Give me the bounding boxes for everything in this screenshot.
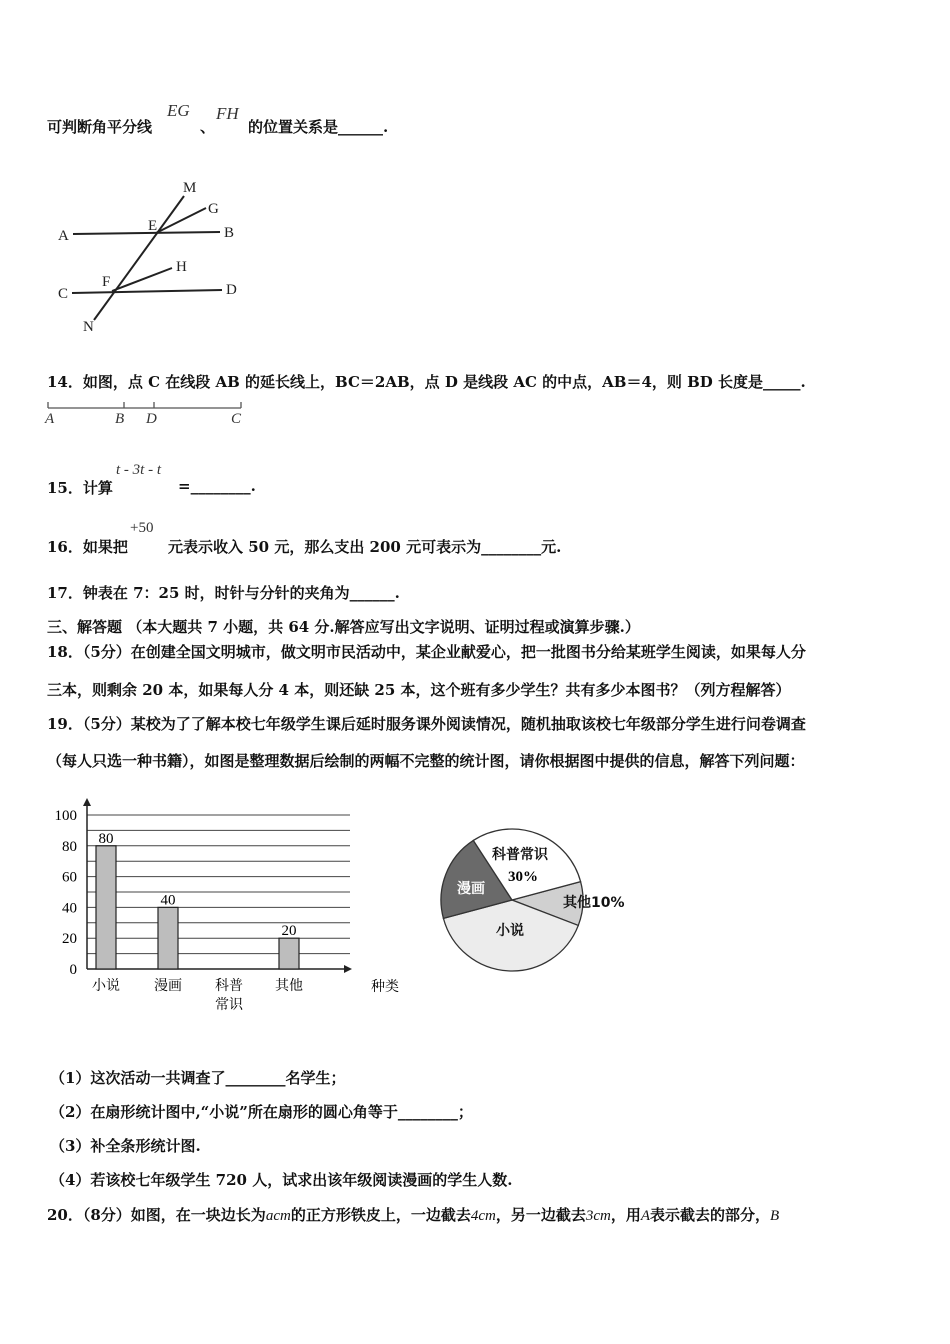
q13-suffix: 的位置关系是______. — [248, 118, 389, 136]
x-tick-label: 常识 — [215, 997, 243, 1013]
q13-prefix: 可判断角平分线 — [47, 118, 153, 136]
q19-line1: 19．（5分）某校为了了解本校七年级学生课后延时服务课外阅读情况，随机抽取该校七年级部分学生进行问卷调查 — [47, 715, 806, 733]
y-tick-label: 20 — [62, 931, 77, 948]
q20-B: B — [770, 1208, 780, 1224]
y-tick-label: 60 — [62, 869, 77, 886]
q15-prefix: 15．计算 — [47, 479, 113, 497]
data-label: 20 — [281, 923, 297, 940]
label-G: G — [208, 201, 219, 217]
q19-sub2: （2）在扇形统计图中,“小说”所在扇形的圆心角等于________； — [50, 1103, 473, 1121]
seg-label-D: D — [146, 411, 157, 427]
data-label: 80 — [98, 830, 114, 847]
pie-label: 漫画 — [457, 881, 485, 897]
section3-heading: 三、解答题 （本大题共 7 小题，共 64 分.解答应写出文字说明、证明过程或演算步骤.） — [47, 618, 640, 636]
pie-label: 其他10% — [563, 895, 625, 911]
q13-fh: FH — [216, 104, 239, 123]
pie-label: 小说 — [496, 923, 524, 939]
x-axis-arrow-icon — [344, 965, 352, 973]
label-A: A — [58, 228, 69, 244]
y-tick-label: 40 — [62, 900, 77, 917]
q13-sep: 、 — [200, 118, 216, 136]
bar-小说 — [96, 846, 116, 969]
q20-c3: 3cm — [585, 1208, 611, 1224]
label-N: N — [83, 319, 94, 335]
q20-text — [47, 1204, 779, 1225]
q20-t5: 表示截去的部分， — [650, 1206, 771, 1224]
q15-suffix: =________. — [178, 477, 256, 495]
q20-c4: 4cm — [470, 1208, 496, 1224]
y-axis-arrow-icon — [83, 798, 91, 806]
q18-line1: 18．（5分）在创建全国文明城市，做文明市民活动中，某企业献爱心，把一批图书分给某班学生阅读，如果每人分 — [47, 643, 806, 661]
q13-eg: EG — [167, 101, 190, 120]
bar-其他 — [279, 938, 299, 969]
q18-line2: 三本，则剩余 20 本，如果每人分 4 本，则还缺 25 本，这个班有多少学生？共有多少本图书？（列方程解答） — [47, 681, 791, 699]
data-label: 40 — [160, 892, 176, 909]
q16-prefix: 16．如果把 — [47, 538, 128, 556]
q16-expr: +50 — [130, 520, 154, 536]
x-axis-label: 种类 — [371, 979, 399, 995]
y-tick-label: 80 — [62, 838, 77, 855]
pie-chart — [441, 829, 625, 971]
q20-A: A — [640, 1208, 651, 1224]
y-tick-label: 100 — [54, 808, 77, 824]
q20-t2: 的正方形铁皮上，一边截去 — [290, 1206, 471, 1224]
q19-line2: （每人只选一种书籍），如图是整理数据后绘制的两幅不完整的统计图，请你根据图中提供的信息，解答下列问题： — [47, 752, 805, 770]
q16-suffix: 元表示收入 50 元，那么支出 200 元可表示为________元. — [168, 538, 562, 556]
pie-sublabel: 30% — [508, 869, 538, 885]
q14-text: 14．如图，点 C 在线段 AB 的延长线上，BC＝2AB，点 D 是线段 AC 的中点，AB＝4，则 BD 长度是_____. — [47, 373, 806, 391]
seg-label-B: B — [115, 411, 125, 427]
q19-sub1: （1）这次活动一共调查了________名学生； — [50, 1069, 346, 1087]
y-tick-label: 0 — [69, 962, 77, 978]
bar-漫画 — [158, 907, 178, 969]
x-tick-label: 漫画 — [154, 978, 182, 994]
seg-label-C: C — [231, 411, 242, 427]
seg-label-A: A — [45, 411, 55, 427]
label-M: M — [183, 180, 197, 196]
label-D: D — [226, 282, 237, 298]
q20-a: acm — [265, 1208, 291, 1224]
x-tick-label: 小说 — [92, 978, 120, 994]
q20-t4: ，用 — [610, 1206, 641, 1224]
q19-sub3: （3）补全条形统计图. — [50, 1137, 201, 1155]
bar-chart — [55, 798, 400, 1013]
label-B: B — [224, 225, 235, 241]
q17-text: 17．钟表在 7：25 时，时针与分针的夹角为______. — [47, 584, 400, 602]
q19-sub4: （4）若该校七年级学生 720 人，试求出该年级阅读漫画的学生人数. — [50, 1171, 513, 1189]
x-tick-label: 科普 — [215, 978, 243, 994]
pie-label: 科普常识 — [492, 847, 548, 863]
q20-t1: 20．（8分）如图，在一块边长为 — [47, 1206, 266, 1224]
label-C: C — [58, 286, 69, 302]
label-H: H — [176, 259, 187, 275]
q20-t3: ，另一边截去 — [495, 1206, 586, 1224]
label-F: F — [102, 274, 111, 290]
label-E: E — [148, 218, 158, 234]
x-tick-label: 其他 — [275, 978, 303, 994]
q15-expr: t - 3t - t — [116, 462, 161, 478]
